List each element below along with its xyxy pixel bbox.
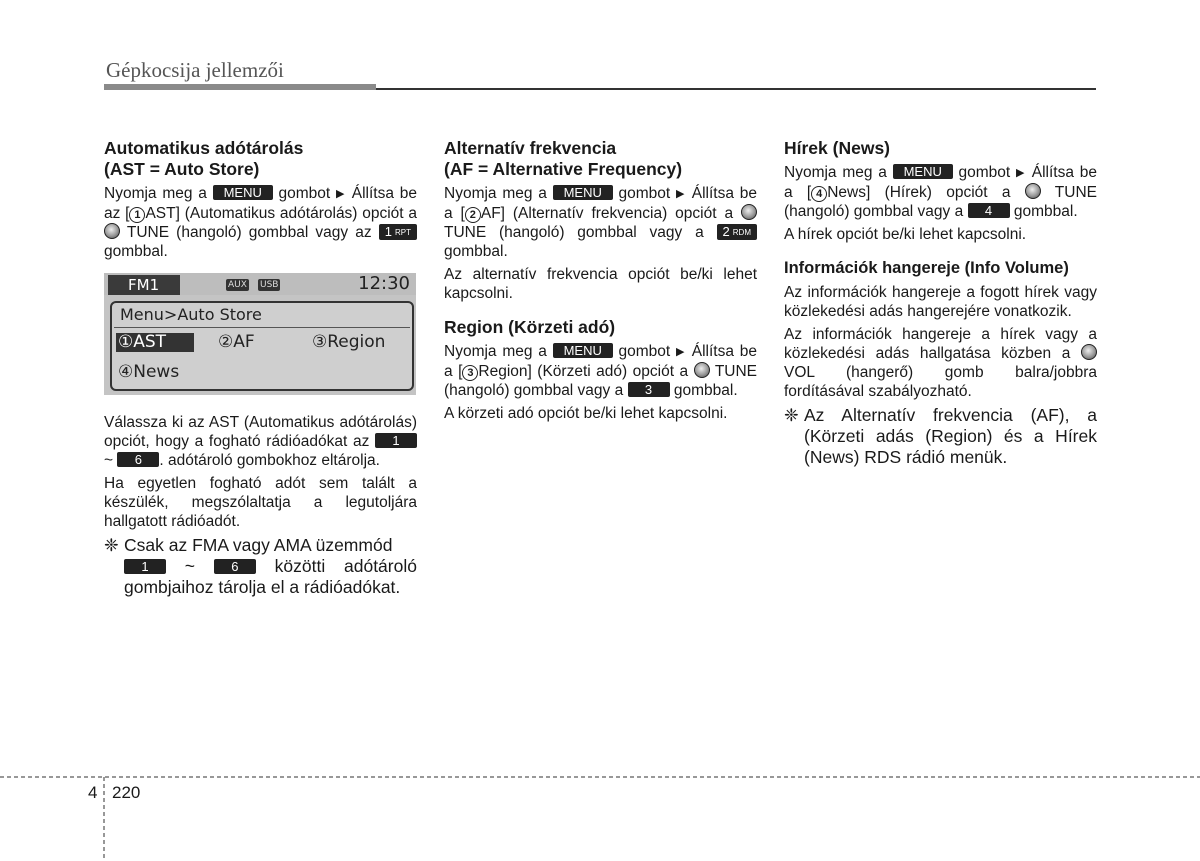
radio-menu-item-region: ③Region: [312, 332, 386, 352]
paragraph-news-toggle: A hírek opciót be/ki lehet kapcsolni.: [784, 226, 1027, 243]
radio-band-label: FM1: [108, 275, 180, 295]
preset-2-rdm-button-icon: 2 RDM: [717, 224, 757, 240]
note-mark-icon: ❈: [784, 405, 799, 425]
arrow-right-icon: ▶: [1016, 167, 1026, 179]
paragraph-ast-instructions: Nyomja meg a MENU gombot ▶ Állítsa be az [ 1 AST] (Automatikus adótárolás) opciót a TUNE (hangoló) gombbal vagy az 1 RPT gombbal.: [104, 185, 418, 260]
paragraph-info-volume-desc: Az információk hangereje a fogott hírek vagy közlekedési adás hangerejére vonatkozik.: [784, 284, 1097, 320]
page-header-title: Gépkocsija jellemzői: [106, 58, 284, 82]
radio-menu-divider: [114, 327, 410, 328]
preset-3-button-icon: 3: [628, 382, 670, 397]
column-news: [784, 138, 1097, 468]
section-title-region: Region (Körzeti adó): [444, 317, 616, 337]
menu-button-icon: MENU: [553, 343, 613, 358]
circled-number-icon: 2: [465, 207, 481, 223]
note-fma-ama: ❈ Csak az FMA vagy AMA üzemmód 1 ~ 6 közötti adótároló gombjaihoz tárolja el a rádióadókat.: [104, 535, 417, 597]
paragraph-region-instructions: Nyomja meg a MENU gombot ▶ Állítsa be a [ 3 Region] (Körzeti adó) opciót a TUNE (hangoló) gombbal vagy a 3 gombbal.: [444, 343, 758, 399]
radio-menu-panel: [110, 301, 414, 391]
arrow-right-icon: ▶: [336, 188, 346, 200]
radio-aux-badge: AUX: [228, 280, 247, 290]
radio-menu-item-ast: ①AST: [116, 333, 194, 352]
tune-knob-icon: [694, 362, 710, 378]
menu-button-icon: MENU: [213, 185, 273, 200]
paragraph-ast-select: Válassza ki az AST (Automatikus adótárolás) opciót, hogy a fogható rádióadókat az 1 ~ 6 . adótároló gombokhoz eltárolja.: [104, 414, 417, 469]
preset-1-button-icon: 1: [124, 559, 166, 574]
tune-knob-icon: [104, 223, 120, 239]
tune-knob-icon: [1025, 183, 1041, 199]
radio-display-screenshot: [104, 273, 416, 395]
radio-clock: 12:30: [358, 273, 410, 294]
radio-usb-badge: USB: [260, 280, 279, 290]
section-title-info-volume: Információk hangereje (Info Volume): [784, 259, 1069, 277]
footer-chapter-number: 4: [88, 783, 98, 802]
column-alternative-frequency: [444, 138, 757, 427]
section-title-news: Hírek (News): [784, 138, 891, 158]
header-rule-thin: [376, 88, 1096, 90]
section-title-ast: Automatikus adótárolás (AST = Auto Store): [104, 138, 304, 179]
paragraph-af-toggle: Az alternatív frekvencia opciót be/ki lehet kapcsolni.: [444, 266, 757, 302]
paragraph-ast-no-station: Ha egyetlen fogható adót sem talált a készülék, megszólaltatja a legutoljára hallgatott rádióadót.: [104, 475, 417, 530]
note-rds-menus: ❈ Az Alternatív frekvencia (AF), a (Körzeti adás (Region) és a Hírek (News) RDS rádió menük.: [784, 405, 1097, 467]
arrow-right-icon: ▶: [676, 188, 686, 200]
section-title-af: Alternatív frekvencia (AF = Alternative Frequency): [444, 138, 683, 179]
radio-menu-item-news: ④News: [118, 362, 180, 382]
paragraph-af-instructions: Nyomja meg a MENU gombot ▶ Állítsa be a [ 2 AF] (Alternatív frekvencia) opciót a TUNE (hangoló) gombbal vagy a 2 RDM gombbal.: [444, 185, 757, 260]
circled-number-icon: 3: [462, 365, 478, 381]
paragraph-news-instructions: Nyomja meg a MENU gombot ▶ Állítsa be a [ 4 News] (Hírek) opciót a TUNE (hangoló) gombbal vagy a 4 gombbal.: [784, 164, 1097, 220]
paragraph-region-toggle: A körzeti adó opciót be/ki lehet kapcsolni.: [444, 405, 728, 422]
circled-number-icon: 4: [811, 186, 827, 202]
footer-dashed-lines: [0, 770, 1200, 861]
preset-6-button-icon: 6: [117, 452, 159, 467]
vol-knob-icon: [1081, 344, 1097, 360]
radio-menu-item-af: ②AF: [218, 332, 255, 352]
footer-page-number: 220: [112, 783, 141, 802]
preset-1-rpt-button-icon: 1 RPT: [379, 224, 417, 240]
radio-menu-path: Menu>Auto Store: [120, 305, 262, 324]
note-mark-icon: ❈: [104, 535, 119, 555]
column-auto-store: [104, 138, 417, 598]
paragraph-info-volume-adjust: Az információk hangereje a hírek vagy a közlekedési adás hallgatása közben a VOL (hangerő) gomb balra/jobbra fordításával szabályozható.: [784, 326, 1097, 400]
header-rule-thick: [104, 84, 376, 90]
preset-1-button-icon: 1: [375, 433, 417, 448]
circled-number-icon: 1: [129, 207, 145, 223]
preset-4-button-icon: 4: [968, 203, 1010, 218]
tune-knob-icon: [741, 204, 757, 220]
preset-6-button-icon: 6: [214, 559, 256, 574]
arrow-right-icon: ▶: [676, 346, 686, 358]
menu-button-icon: MENU: [893, 164, 953, 179]
menu-button-icon: MENU: [553, 185, 613, 200]
